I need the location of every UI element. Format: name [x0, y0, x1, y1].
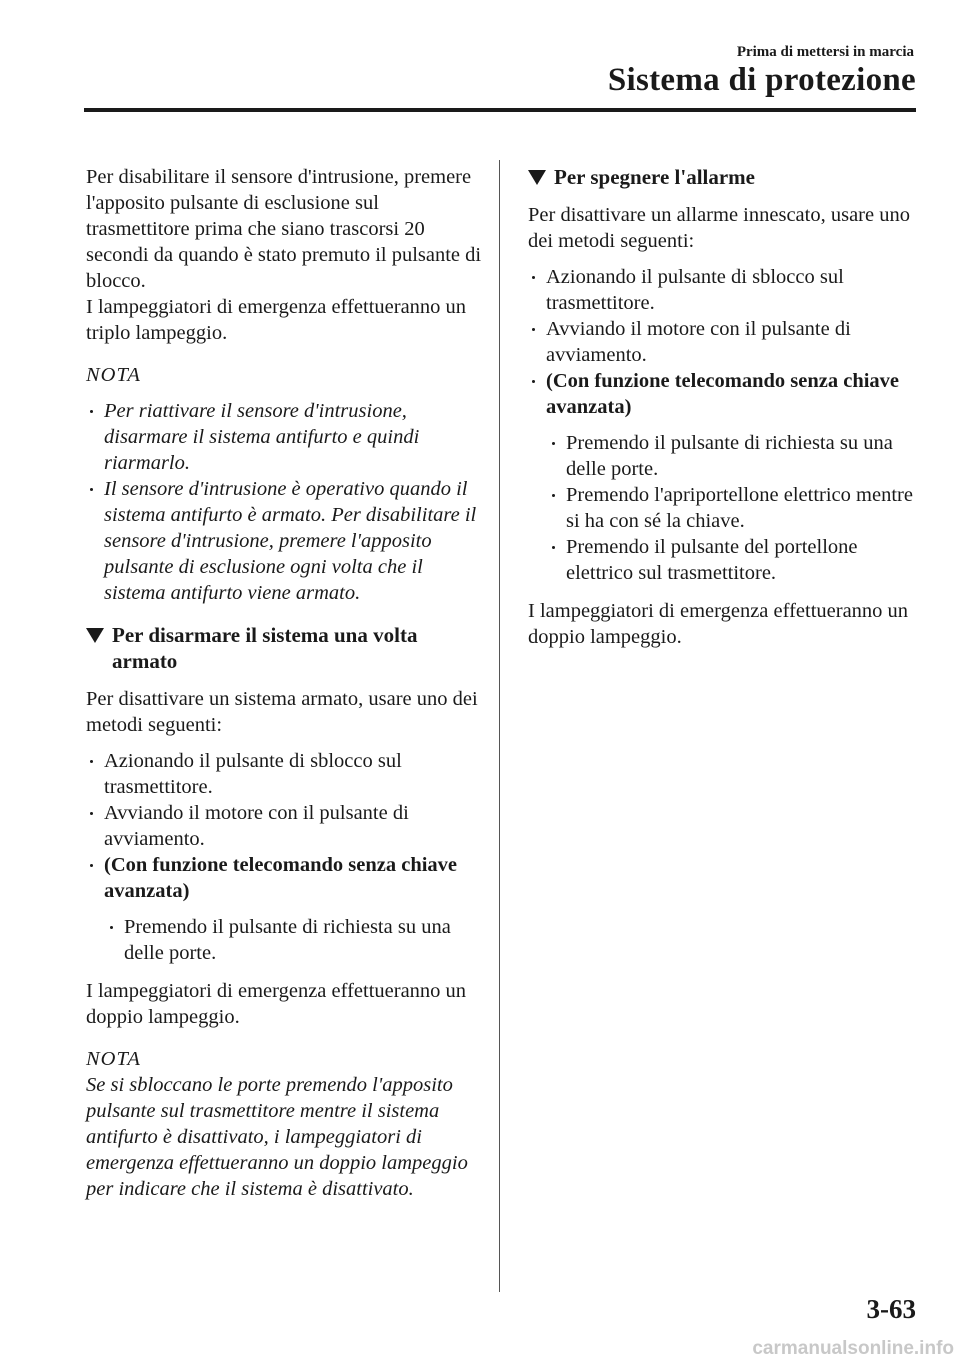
section-intro: Per disattivare un allarme innescato, usare uno dei metodi seguenti: [528, 204, 910, 252]
sub-method-list [106, 914, 484, 966]
header-section-label: Prima di mettersi in marcia [736, 44, 914, 60]
nota-item: Il sensore d'intrusione è operativo quando il sistema antifurto è armato. Per disabilitare il sensore d'intrusione, premere l'apposito pulsante di esclusione ogni volta che il sistema antifurto viene armato. [86, 476, 484, 606]
list-item: Premendo l'apriportellone elettrico mentre si ha con sé la chiave. [548, 482, 920, 534]
list-item: (Con funzione telecomando senza chiave avanzata) [528, 368, 920, 420]
intro-paragraph: Per disabilitare il sensore d'intrusione, premere l'apposito pulsante di esclusione sul trasmettitore prima che siano trascorsi 20 secondi da quando è stato premuto il pulsante di blocco. [86, 166, 482, 292]
section-intro: Per disattivare un sistema armato, usare uno dei metodi seguenti: [86, 688, 478, 736]
list-item: Avviando il motore con il pulsante di avviamento. [86, 800, 484, 852]
list-item: Premendo il pulsante di richiesta su una delle porte. [548, 430, 920, 482]
intro-paragraph: I lampeggiatori di emergenza effettueranno un triplo lampeggio. [86, 296, 467, 344]
list-item: Premendo il pulsante di richiesta su una delle porte. [106, 914, 484, 966]
list-item: (Con funzione telecomando senza chiave avanzata) [86, 852, 484, 904]
method-list [86, 748, 484, 904]
page-title: Sistema di protezione [607, 62, 916, 98]
column-divider [499, 160, 500, 1292]
watermark: carmanualsonline.info [752, 1338, 954, 1359]
method-list [528, 264, 920, 420]
section-heading-text: Per disarmare il sistema una volta armato [112, 623, 418, 673]
nota-text: Se si sbloccano le porte premendo l'apposito pulsante sul trasmettitore mentre il sistema antifurto è disattivato, i lampeggiatori di emergenza effettueranno un doppio lampeggio per indicare che il sistema è disattivato. [86, 1074, 468, 1200]
list-item: Azionando il pulsante di sblocco sul trasmettitore. [528, 264, 920, 316]
left-column [86, 164, 484, 1202]
nota-label: NOTA [86, 364, 141, 386]
section-heading [86, 622, 484, 674]
right-column [528, 164, 920, 650]
triangle-down-icon [86, 628, 104, 643]
nota-list [86, 398, 484, 606]
sub-method-list [548, 430, 920, 586]
list-item: Avviando il motore con il pulsante di avviamento. [528, 316, 920, 368]
section-heading-text: Per spegnere l'allarme [554, 165, 755, 189]
section-outro: I lampeggiatori di emergenza effettueranno un doppio lampeggio. [86, 980, 467, 1028]
list-item: Azionando il pulsante di sblocco sul trasmettitore. [86, 748, 484, 800]
nota-item: Per riattivare il sensore d'intrusione, disarmare il sistema antifurto e quindi riarmarlo. [86, 398, 484, 476]
page-number: 3-63 [866, 1294, 916, 1324]
header-rule [84, 108, 916, 112]
list-item: Premendo il pulsante del portellone elettrico sul trasmettitore. [548, 534, 920, 586]
nota-label: NOTA [86, 1048, 141, 1070]
section-heading [528, 164, 920, 190]
section-outro: I lampeggiatori di emergenza effettueranno un doppio lampeggio. [528, 600, 909, 648]
triangle-down-icon [528, 170, 546, 185]
